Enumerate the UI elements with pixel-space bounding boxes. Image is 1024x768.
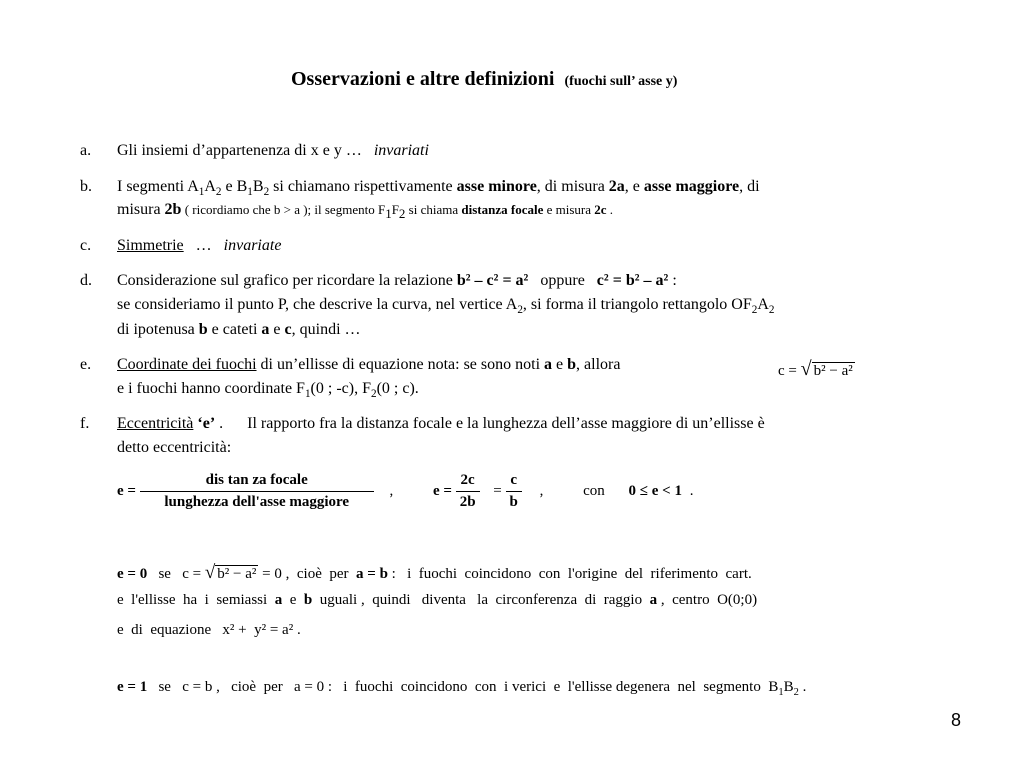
case-one-line: e = 1 se c = b , cioè per a = 0 : i fuochi coincidono con i verici e l'ellisse degenera nel segmento $B_1B_2$ . (117, 679, 807, 698)
item-a-marker: a. (80, 142, 92, 159)
item-d-line1: Considerazione sul grafico per ricordare la relazione b² – c² = a² oppure c² = b² – a² : (117, 272, 677, 289)
item-c-marker: c. (80, 237, 92, 254)
title-main: Osservazioni e altre definizioni (291, 68, 555, 90)
item-d-line2: se consideriamo il punto P, che descrive la curva, nel vertice $A_2$, si forma il triangolo rettangolo $OF_2A_2$ (117, 296, 775, 317)
item-e-marker: e. (80, 356, 92, 373)
item-f-marker: f. (80, 415, 90, 432)
item-b-line1: I segmenti $A_1A_2$ e $B_1B_2$ si chiamano rispettivamente asse minore, di misura 2a, e asse maggiore, di (117, 178, 760, 199)
fraction-definition: $\frac{\text{dis tan za focale}}{\text{lunghezza dell'asse maggiore}}$ (140, 472, 374, 511)
page-number: 8 (951, 710, 962, 730)
item-e-line2: e i fuochi hanno coordinate $F_1(0$ ; -c), $F_2(0$ ; c). (117, 380, 419, 401)
page-title (291, 68, 677, 91)
eccentricity-formula: e = $\frac{\text{dis tan za focale}}{\text{lunghezza dell'asse maggiore}}$ , e = $\frac{2c}{2b}$ = $\frac{c}{b}$ , con 0 ≤ e < 1 . (117, 472, 694, 510)
fraction-c-b: $\frac{c}{b}$ (506, 472, 522, 511)
case-zero-line2: e l'ellisse ha i semiassi a e b uguali , quindi diventa la circonferenza di raggio a , centro O(0;0) (117, 592, 758, 608)
case-zero-line1: e = 0 se c = √ b² − a² = 0 , cioè per a = b : i fuochi coincidono con l'origine del riferimento cart. (117, 562, 752, 583)
item-f-line1: Eccentricità ‘e’ . Il rapporto fra la distanza focale e la lunghezza dell’asse maggiore di un’ellisse è (117, 415, 765, 432)
item-d-line3: di ipotenusa b e cateti a e c, quindi … (117, 321, 361, 338)
foci-formula: c = √ b² − a² (778, 358, 853, 380)
item-f-line2: detto eccentricità: (117, 439, 232, 456)
item-c-text: Simmetrie … invariate (117, 237, 282, 254)
item-b-line2: misura 2b ( ricordiamo che b > a ); il segmento $F_1F_2$ si chiama distanza focale e misura 2c . (117, 201, 614, 222)
title-subtitle: (fuochi sull’ asse y) (564, 74, 678, 89)
case-zero-line3: e di equazione x² + y² = a² . (117, 622, 301, 638)
item-a-text: Gli insiemi d’appartenenza di x e y … invariati (117, 142, 429, 159)
item-e-line1: Coordinate dei fuochi di un’ellisse di equazione nota: se sono noti a e b, allora (117, 356, 621, 373)
item-b-marker: b. (80, 178, 92, 195)
item-d-marker: d. (80, 272, 92, 289)
fraction-2c-2b: $\frac{2c}{2b}$ (456, 472, 480, 511)
